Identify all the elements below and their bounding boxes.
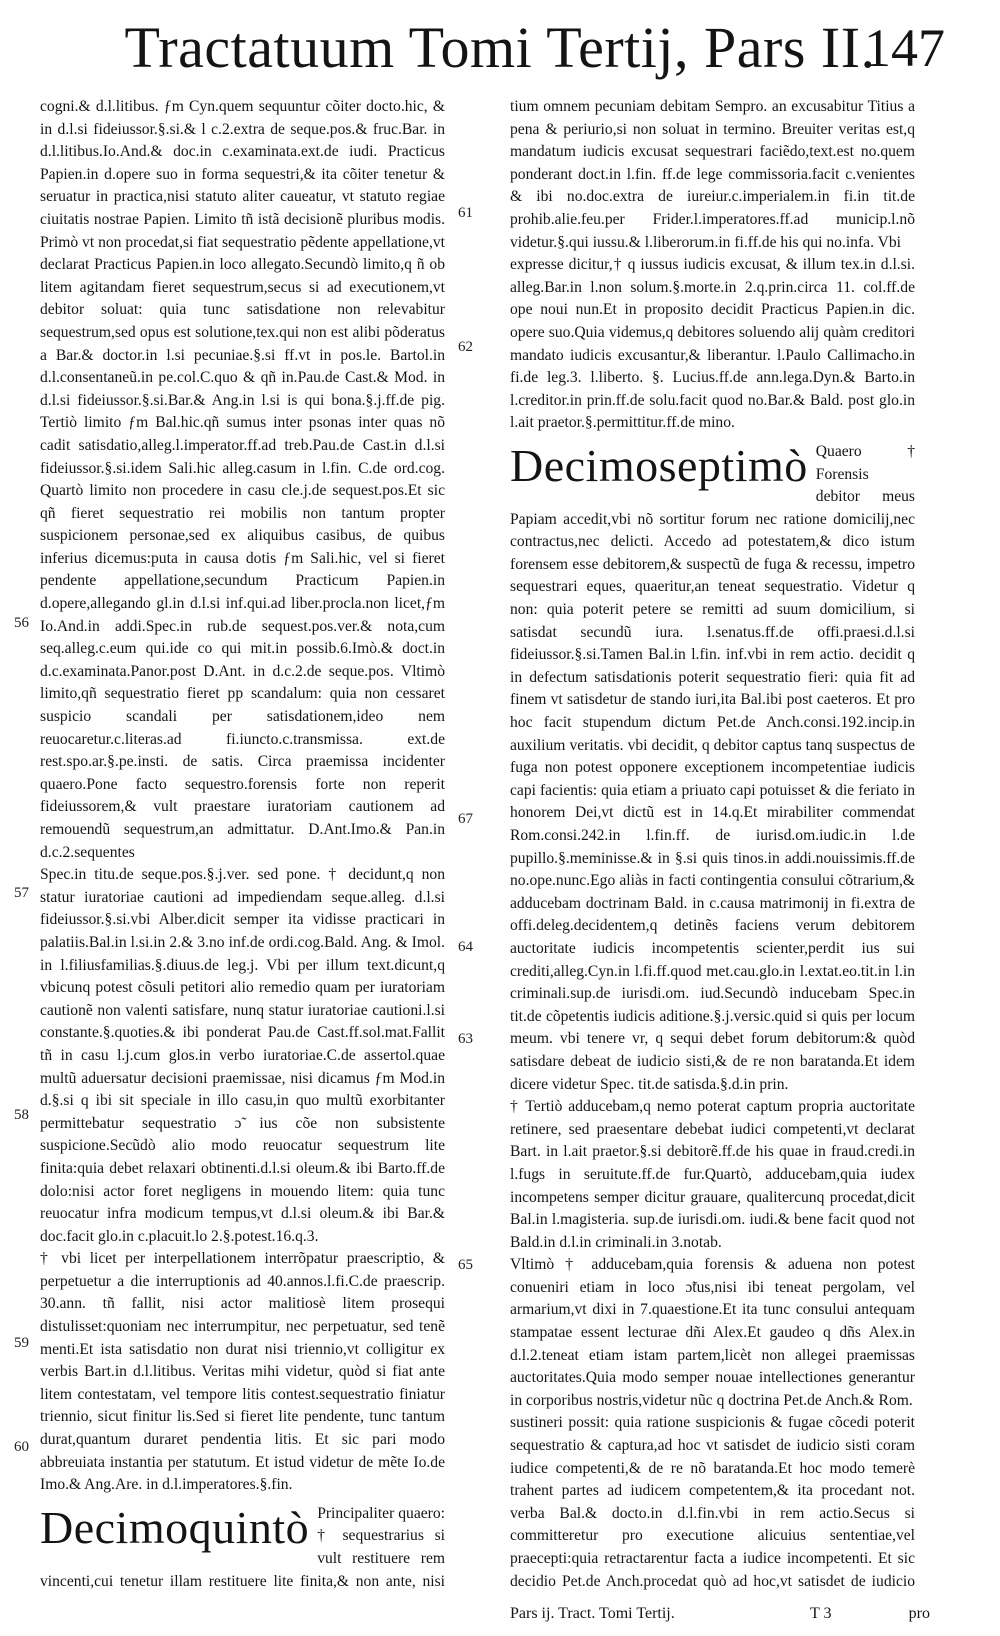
left-intro-paragraph: cogni.& d.l.litibus. ƒm Cyn.quem sequuntur cõiter docto.hic, & in d.l.si fideiussor.§.si.& l c.2.extra de seque.pos.& fruc.Bar. in d.l.litibus.Io.And.& doc.in c.examinata.ext.de iudi. Practicus Papien.in d.opere suo in forma sequestri,& ita cõiter tenetur & seruatur in practica,nisi statuto aliter caueatur, vt statuto regiae ciuitatis nostrae Papien. Limito tñ istã decisionẽ pluribus modis. Primò vt non procedat,si fiat sequestratio pẽdente appellatione,vt declarat Practicus Papien.in loco allegato.Secundò limito,q ñ ob litem agitandam fieret sequestrum,secus si ad executionem,vt debitor soluat: quia tunc satisdatione non relevabitur sequestrum,sed opus est solutione,tex.qui non est alibi põderatus a Bar.& doctor.in l.si pecuniae.§.si ff.vt in pos.le. Bartol.in d.l.consentaneũ.in pe.col.C.quo & qñ in.Pau.de Cast.& Mod. in d.l.si fideiussor.§.si.Bar.& Ang.in l.si is qui bona.§.j.ff.de pig. Tertiò limito ƒm Bal.hic.qñ sumus inter psonas inter quas nõ cadit satisdatio,alleg.l.imperator.ff.ad treb.Pau.de Cast.in d.l.si fideiussor.§.si.idem Sali.hic alleg.casum in l.fin. C.de ord.cog. Quartò limito non procedere in casu cle.j.de sequest.pos.Et sic qñ fieret sequestratio rei mobilis non tantum propter suspicionem personae,sed ex aliquibus casibus, de quibus inferius dicemus:puta in causa dotis ƒm Sali.hic, vel si fieret pendente appellatione,secundum Practicum Papien.in d.opere,allegando gl.in d.l.si inf.qui.ad liber.procla.non licet,ƒm Io.And.in addi.Spec.in rub.de sequest.pos.ver.& nota,cum seq.alleg.c.eum qui.ide co qui mit.in possib.6.Imò.& doct.in d.c.examinata.Panor.post D.Ant. in d.c.2.de seque.pos. Vltimò limito,qñ sequestratio fieret pp scandalum: quia non cessaret suspicio scandali per satisdationem,ideo nem reuocaretur.c.literas.ad fi.iuncto.c.transmissa. ext.de rest.spo.ar.§.pe.insti. de satis. Circa praemissa incidenter quaero.Pone facto sequestro.forensis forte non reperit fideiussorem,& vult praestare iuratoriam cautionem ad remouendũ sequestrum,an admittatur. D.Ant.Imo.& Pan.in d.c.2.sequentes xyxy=(40,98,445,861)
margin-number-65: 65 xyxy=(458,1257,473,1273)
margin-number-62: 62 xyxy=(458,339,473,355)
section-decimoseptimo xyxy=(510,441,915,1096)
paragraph-61: expresse dicitur,† q iussus iudicis excusat, & illum tex.in d.l.si. alleg.Bar.in l.non solum.§.morte.in 2.q.prin.circa 11. col.ff.de ope noui nun.Et in proposito decidit Practicus Papien.in dic. opere suo.Quia videmus,q debitores soluendo alij quàm creditori mandato iudicis excusantur,& liberantur. l.Paulo Callimacho.in fi.de leg.3. l.liberto. §. Lucius.ff.de ann.lega.Dyn.& Barto.in l.creditor.in prin.ff.de solu.facit quod no.Bar.& Bald. post glo.in l.ait praetor.§.permittitur.ff.de mino. xyxy=(510,256,915,432)
margin-number-57: 57 xyxy=(14,885,29,901)
page-number: 147 xyxy=(864,18,945,78)
section-heading-decimoseptimo: Decimoseptimò xyxy=(510,439,808,491)
margin-number-63: 63 xyxy=(458,1031,473,1047)
margin-number-58: 58 xyxy=(14,1107,29,1123)
paragraph-57: † vbi licet per interpellationem interrõpatur praescriptio, & perpetuetur a die interruptionis ad 40.annos.l.fi.C.de praescrip. 30.ann. tñ fallit, nisi actor malitiosè litem prosequi distulisset:quoniam nec interrumpitur, nec perpetuatur, sed tenẽ menti.Et ista satisdatio non durat nisi triennio,vt colligitur ex verbis Bart.in d.l.litibus. Veritas mihi videtur, quòd si fiat ante litem contestatam, vel tempore litis contest.sequestratio finiatur triennio, sicut finitur lis.Sed si fieret lite pendente, tunc tantum durat,quantum duraret pendentia litis. Et sic pari modo abbreuiata instantia per statutum. Et istud videtur de mẽte Io.de Imo.& Ang.Are. in d.l.imperatores.§.fin. xyxy=(40,1250,445,1494)
running-title: Tractatuum Tomi Tertij, Pars II. xyxy=(124,15,876,80)
left-column xyxy=(40,96,445,1596)
right-intro-paragraph: tium omnem pecuniam debitam Sempro. an excusabitur Titius a pena & periurio,si non soluat in termino. Breuiter veritas est,q mandatum iudicis excusat sequestrari faciẽdo,text.est no.quem ponderant doct.in l.fin. ff.de lege commissoria.facit c.venientes & ibi no.doc.extra de iureiur.c.imperialem.in fi.in tit.de prohib.alie.feu.per Frider.l.imperatores.ff.ad municip.l.nõ videtur.§.qui iussu.& l.liberorum.in fi.ff.de his qui no.infa. Vbi xyxy=(510,98,915,251)
margin-number-56: 56 xyxy=(14,615,29,631)
section-text-decimoquinto: Principaliter quaero: † sequestrarius si vult restituere rem vincenti,cui tenetur illam restituere lite finita,& non ante, nisi xyxy=(40,1504,445,1590)
signature-mark: T 3 xyxy=(810,1605,832,1622)
section-text-decimoseptimo: Quaero † Forensis debitor meus Papiam accedit,vbi nõ sortitur forum nec ratione domicilij,nec contractus,nec delicti. Accedo ad potestatem,& dico istum forensem esse debitorem,& suspectũ de fuga & recessu, impetro sequestrari eques, quaeritur,an teneat sequestratio. Videtur q non: quia poterit petere se remitti ad suum domicilium, si satisdat secundũ iura. l.senatus.ff.de offi.praesi.d.l.si fideiussor.§.si.Tamen Bal.in l.fin. inf.vbi in rem actio. decidit q in defectum satisdationis poterit sequestratio fieri: quia fit ad finem vt satisdetur de stando iuri,ita Bal.ibi post caeteros. Et pro hoc facit stupendum dictum Pet.de Anch.consi.192.incip.in auxilium veritatis. vbi decidit, q debitor captus tanq suspectus de fuga non potest opponere exceptionem incompetentiae iudicis capi facientis: quia etiam a priuato capi potuisset & die feriato in honorem Dei,vt dictũ est in 14.q.Et mirabiliter commendat Rom.consi.242.in l.fin.ff. de iurisd.om.iudic.in l.de pupillo.§.meminisse.& in §.si quis tinos.in addi.nouissimis.ff.de no.ope.nunc.Ego aliàs in facti contingentia consului cõtrarium,& adducebam doctrinam Bald. in c.causa matrimonij in fi.extra de offi.deleg.decidentem,q detinẽs faciens verum debitorem auctoritate iudicis incompetentis scienter,perdit ius sui crediti,alleg.Cyn.in l.fi.ff.quod met.cau.glo.in l.extat.eo.tit.in l.in criminali.sup.de iurisdi.om. iud.Secundò inducebam Spec.in tit.de cõpetentis iudicis aditione.§.j.versic.quid si quis per locum meum. vbi tenere vr, q sequi debet forum debitorum:& quòd satisdare debeat de iudicio sisti,& de re non baratanda.Et idem dicere videtur Spec. tit.de satisda.§.d.in prin. xyxy=(510,442,915,1093)
margin-number-64: 64 xyxy=(458,939,473,955)
page-header xyxy=(0,0,1000,88)
section-decimoquinto xyxy=(40,1503,445,1596)
section-heading-decimoquinto: Decimoquintò xyxy=(40,1501,310,1553)
paragraph-64: Vltimò † adducebam,quia forensis & aduena non potest conueniri etiam in loco ɔ̃tus,nisi ibi teneat pergolam, vel armarium,vt dixi in 7.quaestione.Et ita tunc consului antequam stampatae essent lecturae dñi Alex.Et gaudeo q dñs Alex.in d.l.2.teneat etiam istam partem,licèt non allegei praemissas auctoritates.Quia modo semper nouae intellectiones generantur in corporibus nostris,videtur nũc q doctrina Pet.de Anch.& Rom. xyxy=(510,1256,915,1409)
margin-number-59: 59 xyxy=(14,1335,29,1351)
margin-number-61: 61 xyxy=(458,205,473,221)
paragraph-56: Spec.in titu.de seque.pos.§.j.ver. sed pone. † decidunt,q non statur iuratoriae cautioni ad impediendam seque.alleg. d.l.si fideiussor.§.si.vbi Alber.dicit semper ita vidisse practicari in palatiis.Bal.in l.si.in 2.& 3.no inf.de ordi.cog.Bald. Ang. & Imol. in l.filiusfamilias.§.diuus.de leg.j. Vbi per illum text.dicunt,q vbicunq potest cõsuli petitori alio remedio quam per iuratoriam cautionẽ non valenti satisfare, nunq statur iuratoriae cautioni.l.si constante.§.quoties.& ibi ponderat Pau.de Cast.ff.sol.mat.Fallit tñ in casu l.j.cum glos.in verbo iuratoriae.C.de assertol.quae multũ aduersatur decisioni praemissae, nisi dicamus ƒm Mod.in d.§.si q ibi sit speciale in illo casu,in quo multũ exorbitanter permittebatur sequestratio ɔ̃ ius cõe non subsistente suspicione.Secũdò alio modo reuocatur sequestrum lite finita:quia debet relaxari obtinenti.d.l.si oleum.& ibi Barto.ff.de dolo:nisi actor foret negligens in mouendo litem: quia tunc reuocatur infra modicum tempus,vt d.l.si oleum.& ibi Bar.& doc.facit glo.in c.placuit.lo 2.§.potest.16.q.3. xyxy=(40,866,445,1245)
footer-running-text: Pars ij. Tract. Tomi Tertij. xyxy=(510,1605,675,1622)
page-footer xyxy=(510,1602,930,1630)
margin-number-60: 60 xyxy=(14,1439,29,1455)
right-column xyxy=(510,96,915,1596)
margin-number-67: 67 xyxy=(458,811,473,827)
paragraph-63: sustineri possit: quia ratione suspicionis & fugae cõcedi poterit sequestratio & captura,ad hoc vt satisdet de iudicio sisti coram iudice competenti,& de re nõ baratanda.Et hoc modo temerè trahent partes ad iudicem competentem,& ita procedant not. verba Bal.& docto.in d.l.fin.vbi in rem actio.Secus si committeretur pro executione alicuius sententiae,vel praecepti:quia retractarentur facta a iudice incompetenti. Et sic decidio Pet.de Anch.procedat quò ad hoc,vt satisdet de iudicio xyxy=(510,1414,915,1590)
paragraph-67: † Tertiò adducebam,q nemo poterat captum propria auctoritate retinere, sed praesentare debebat iudici competenti,vt declarat Bart. in l.ait praetor.§.si debitorẽ.ff.de his quae in fraud.credi.in l.fugs in seruitute.ff.de fur.Quartò, adducebam,quia iudex incompetens semper dicitur grauare, qualitercunq procedat,dicit Bal.in l.magisteria. sup.de iurisdi.om. iudi.& bene facit quod not Bald.in d.l.in criminali.in 3.notab. xyxy=(510,1098,915,1251)
catchword: pro xyxy=(908,1605,930,1622)
